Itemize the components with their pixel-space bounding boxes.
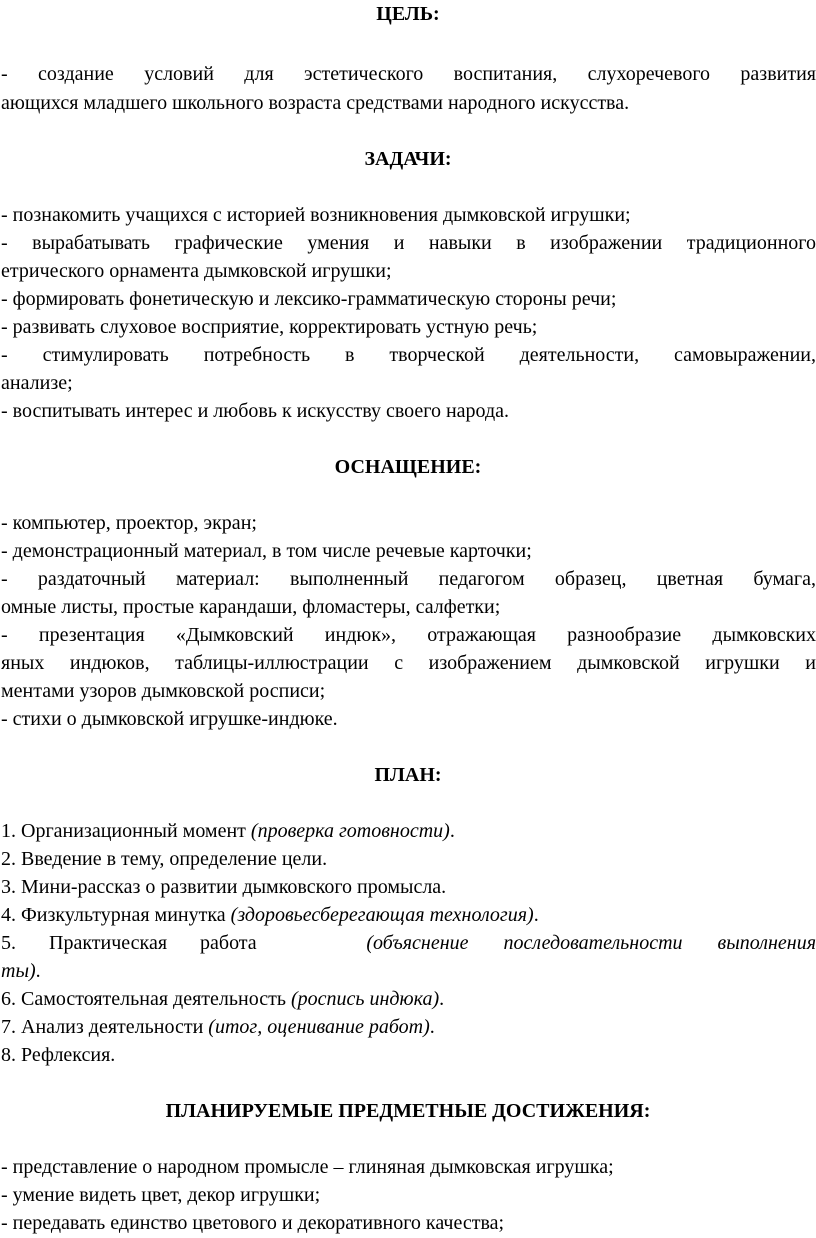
plan-item-text: 3. Мини-рассказ о развитии дымковского промысла. (1, 876, 447, 898)
plan-item-tail: . (533, 904, 539, 926)
plan-item (1, 1043, 816, 1067)
plan-item-text: 6. Самостоятельная деятельность (1, 988, 291, 1010)
plan-item-note: (итог, оценивание работ) (208, 1016, 430, 1038)
plan-item-text: 8. Рефлексия. (1, 1044, 116, 1066)
equipment-heading: ОСНАЩЕНИЕ: (334, 456, 482, 478)
task-line: анализе; (1, 372, 73, 394)
achievement-line: - умение видеть цвет, декор игрушки; (1, 1184, 321, 1206)
task-line: етрического орнамента дымковской игрушки; (1, 260, 392, 282)
task-line: - стимулировать потребность в творческой деятельности, самовыражении, (1, 344, 816, 366)
equipment-line: омные листы, простые карандаши, фломастеры, салфетки; (1, 596, 501, 618)
plan-item-note: (проверка готовности) (250, 820, 450, 842)
plan-item-text: 7. Анализ деятельности (1, 1016, 209, 1038)
plan-item-tail: . (439, 988, 445, 1010)
equipment-line: - раздаточный материал: выполненный педагогом образец, цветная бумага, (1, 568, 816, 590)
goal-line: ающихся младшего школьного возраста средствами народного искусства. (1, 92, 630, 114)
plan-item (1, 1015, 816, 1039)
plan-item-tail: . (35, 960, 41, 982)
goal-heading: ЦЕЛЬ: (376, 3, 440, 25)
equipment-line: - компьютер, проектор, экран; (1, 512, 257, 534)
task-line: - вырабатывать графические умения и навыки в изображении традиционного (1, 232, 816, 254)
plan-item (1, 987, 816, 1011)
plan-item-note: ты) (1, 960, 36, 982)
task-line: - воспитывать интерес и любовь к искусству своего народа. (1, 400, 510, 422)
plan-item (1, 819, 816, 843)
task-line: - развивать слуховое восприятие, корректировать устную речь; (1, 316, 538, 338)
achievements-heading: ПЛАНИРУЕМЫЕ ПРЕДМЕТНЫЕ ДОСТИЖЕНИЯ: (165, 1100, 651, 1122)
plan-item-tail: . (429, 1016, 435, 1038)
plan-item (1, 931, 816, 955)
equipment-line: ментами узоров дымковской росписи; (1, 680, 326, 702)
plan-item-continuation (1, 959, 816, 983)
goal-line: - создание условий для эстетического воспитания, слухоречевого развития (1, 63, 816, 85)
plan-item-text: 2. Введение в тему, определение цели. (1, 848, 328, 870)
plan-heading: ПЛАН: (374, 764, 442, 786)
plan-item-tail: . (449, 820, 455, 842)
tasks-heading: ЗАДАЧИ: (364, 148, 452, 170)
plan-item-note: (роспись индюка) (290, 988, 440, 1010)
plan-item-text: 5. Практическая работа (1, 932, 257, 954)
equipment-line: - презентация «Дымковский индюк», отражающая разнообразие дымковских (1, 624, 816, 646)
plan-item (1, 847, 816, 871)
plan-item (1, 903, 816, 927)
equipment-line: - стихи о дымковской игрушке-индюке. (1, 708, 338, 730)
plan-item-note: (объяснение последовательности выполнения (366, 932, 816, 954)
plan-item-note: (здоровьесберегающая технология) (230, 904, 534, 926)
task-line: - познакомить учащихся с историей возникновения дымковской игрушки; (1, 204, 631, 226)
equipment-line: - демонстрационный материал, в том числе речевые карточки; (1, 540, 532, 562)
equipment-line: яных индюков, таблицы-иллюстрации с изображением дымковской игрушки и (1, 652, 816, 674)
achievement-line: - представление о народном промысле – глиняная дымковская игрушка; (1, 1156, 614, 1178)
achievement-line: - передавать единство цветового и декоративного качества; (1, 1212, 505, 1234)
task-line: - формировать фонетическую и лексико-грамматическую стороны речи; (1, 288, 617, 310)
plan-item (1, 875, 816, 899)
plan-item-text: 1. Организационный момент (1, 820, 251, 842)
plan-item-text: 4. Физкультурная минутка (1, 904, 231, 926)
